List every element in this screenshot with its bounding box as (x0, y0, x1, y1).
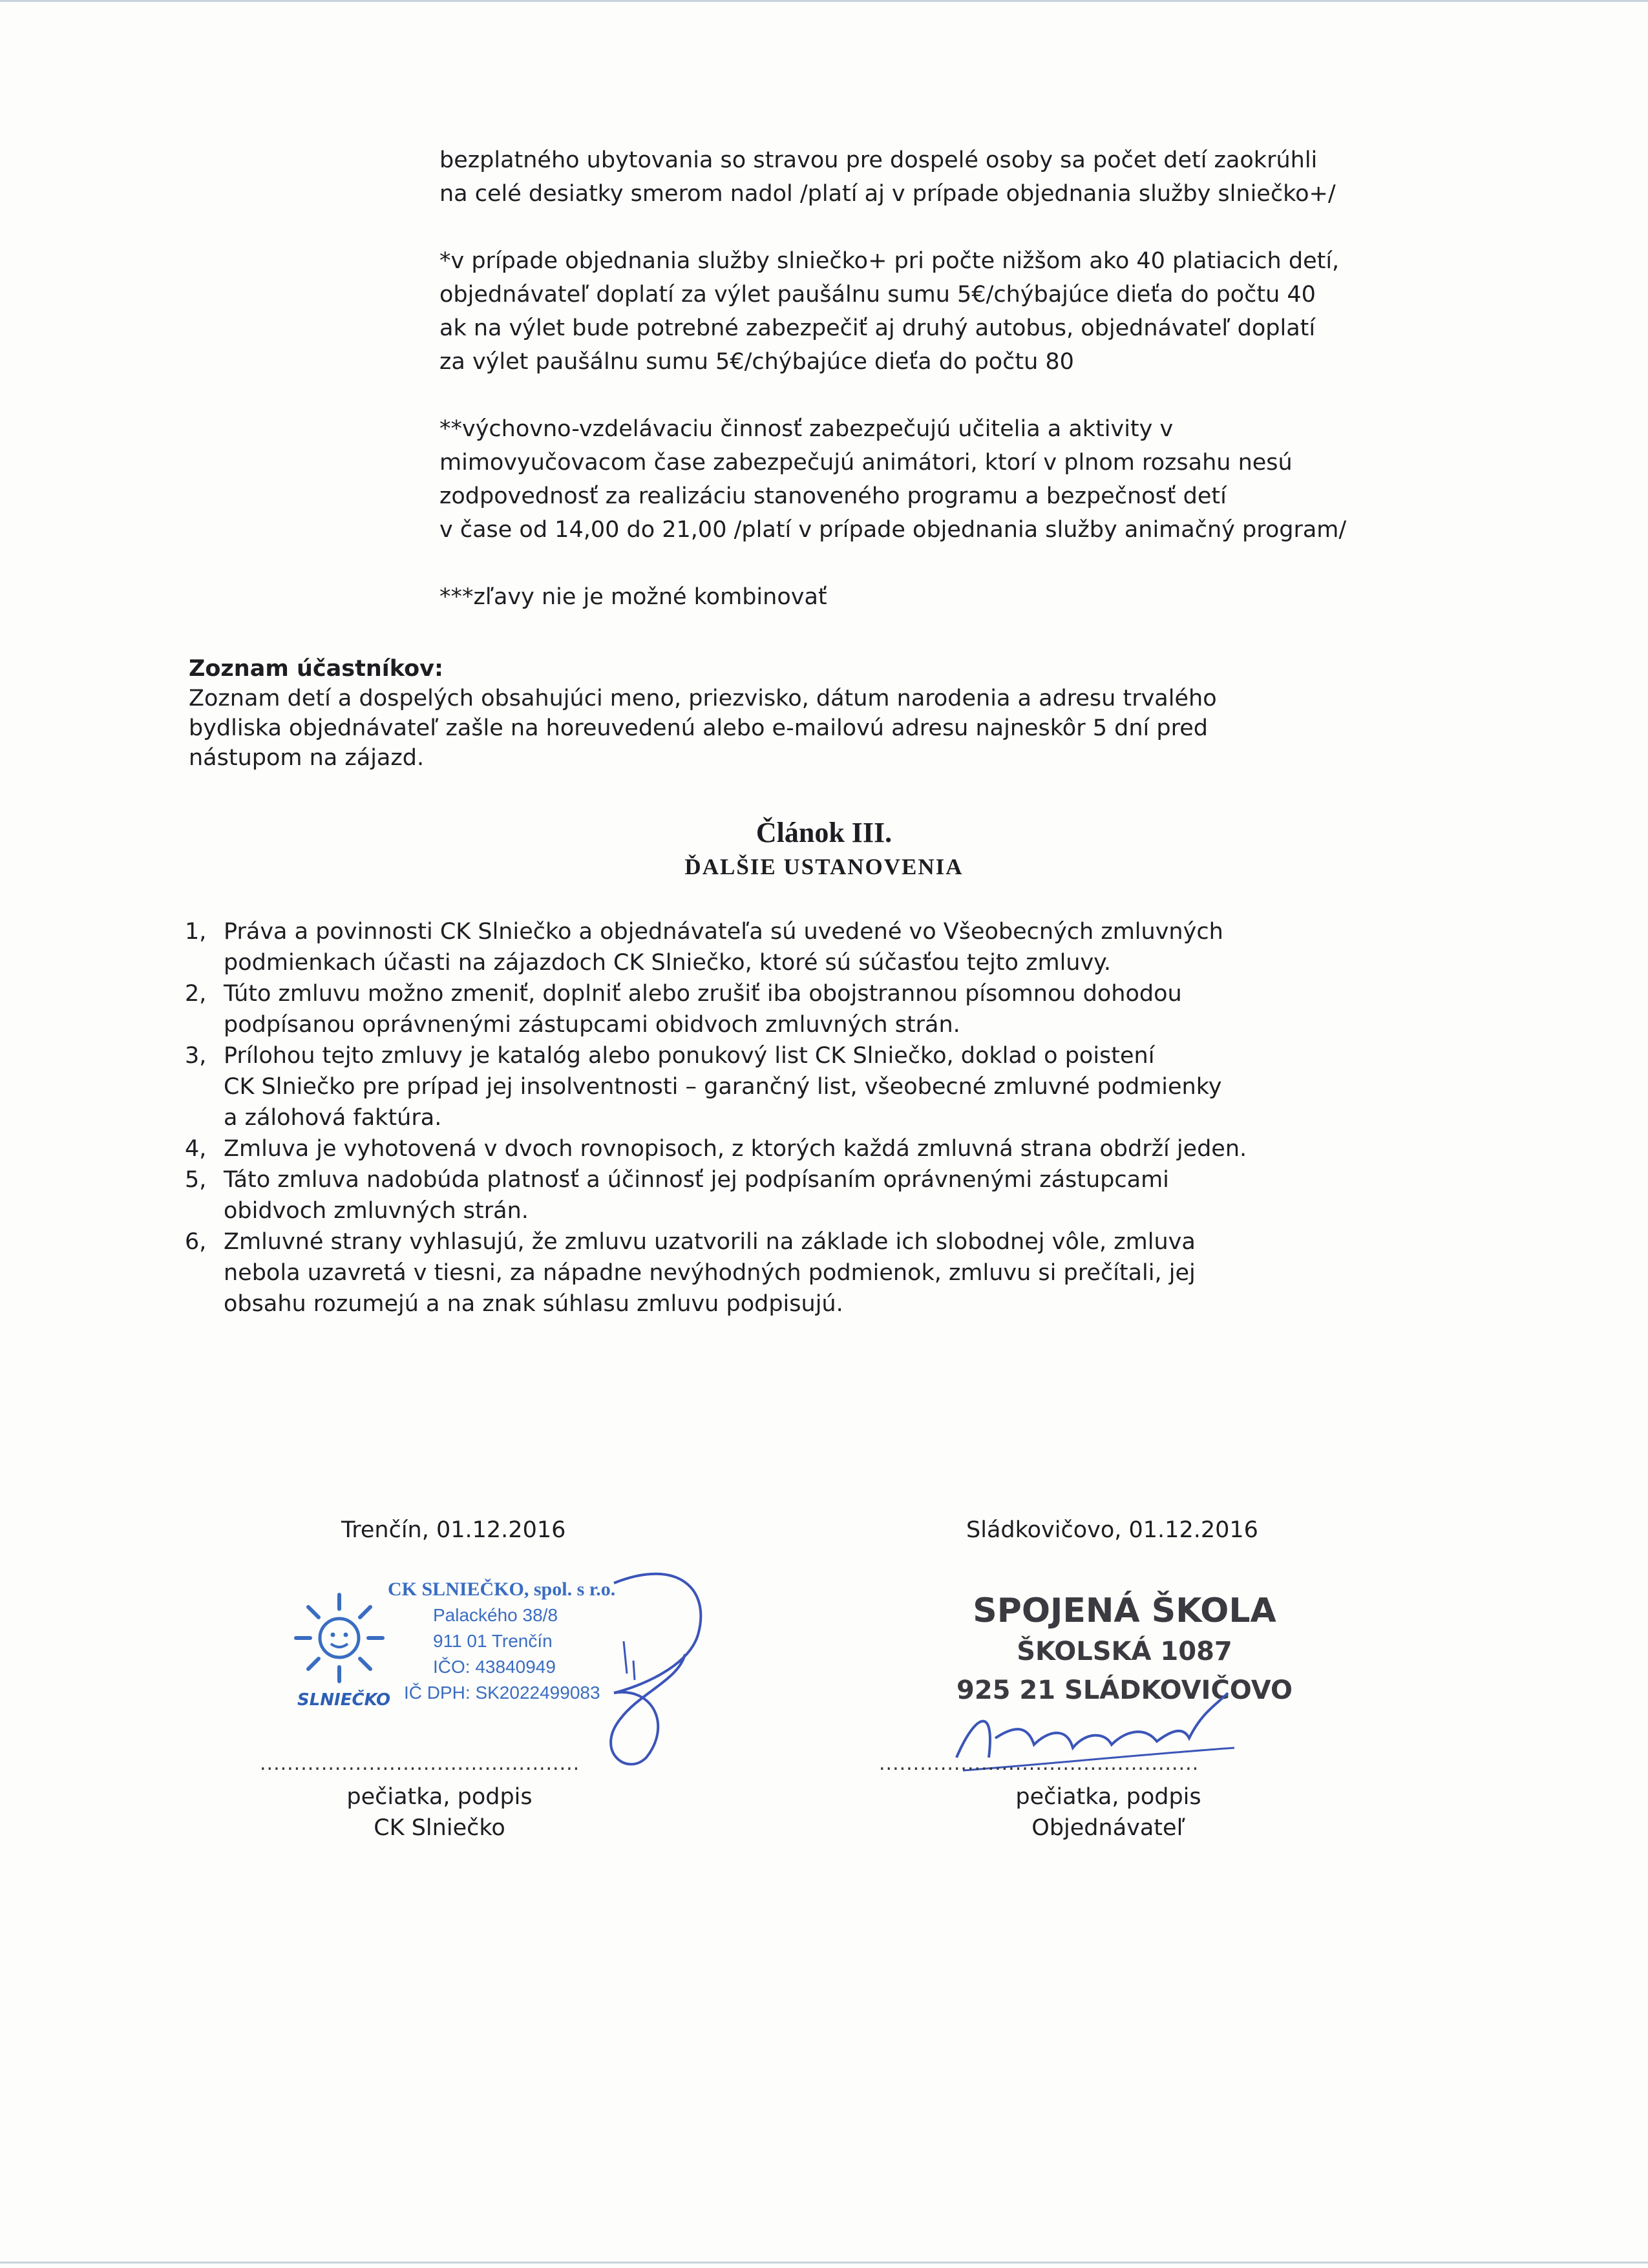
left-caption-line-2: CK Slniečko (374, 1815, 505, 1841)
stamp-line: 925 21 SLÁDKOVIČOVO (956, 1675, 1293, 1705)
provision-line: podmienkach účasti na zájazdoch CK Slniečko, ktoré sú súčasťou tejto zmluvy. (224, 950, 1112, 976)
participants-line: Zoznam detí a dospelých obsahujúci meno, priezvisko, dátum narodenia a adresu trvalého (189, 686, 1217, 711)
provision-line: Túto zmluvu možno zmeniť, doplniť alebo zrušiť iba obojstrannou písomnou dohodou (224, 981, 1182, 1007)
note-paragraph (439, 143, 1448, 211)
price-notes (439, 143, 1448, 614)
note-line: **výchovno-vzdelávaciu činnosť zabezpečujú učitelia a aktivity v (439, 416, 1174, 442)
provision-line: Zmluvné strany vyhlasujú, že zmluvu uzatvorili na základe ich slobodnej vôle, zmluva (224, 1229, 1196, 1255)
note-paragraph (439, 580, 1448, 614)
provision-text (224, 1040, 1477, 1133)
scan-top-edge (0, 0, 1648, 2)
note-line: ***zľavy nie je možné kombinovať (439, 584, 827, 610)
stamp-line: 911 01 Trenčín (433, 1631, 553, 1651)
provision-item (185, 978, 1477, 1040)
provision-text (224, 1226, 1477, 1319)
provision-item (185, 1133, 1477, 1164)
provision-line: Zmluva je vyhotovená v dvoch rovnopisoch, z ktorých každá zmluvná strana obdrží jeden. (224, 1136, 1247, 1162)
right-place-date: Sládkovičovo, 01.12.2016 (966, 1517, 1258, 1543)
provisions-list (185, 916, 1477, 1319)
provision-number: 1, (185, 919, 207, 945)
provision-item (185, 916, 1477, 978)
note-line: za výlet paušálnu sumu 5€/chýbajúce dieťa do počtu 80 (439, 349, 1074, 375)
provision-number: 5, (185, 1167, 207, 1193)
provision-line: Prílohou tejto zmluvy je katalóg alebo ponukový list CK Slniečko, doklad o poistení (224, 1043, 1155, 1069)
stamp-line: CK SLNIEČKO, spol. s r.o. (388, 1579, 616, 1600)
provision-line: nebola uzavretá v tiesni, za nápadne nevýhodných podmienok, zmluvu si prečítali, jej (224, 1260, 1196, 1286)
stamp-line: IČ DPH: SK2022499083 (404, 1683, 600, 1703)
provision-text (224, 916, 1477, 978)
participants-line: bydliska objednávateľ zašle na horeuvedenú alebo e-mailovú adresu najneskôr 5 dní pred (189, 715, 1208, 741)
provision-line: CK Slniečko pre prípad jej insolventnosti – garančný list, všeobecné zmluvné podmienky (224, 1074, 1222, 1100)
right-caption-line-2: Objednávateľ (1031, 1815, 1185, 1841)
right-caption-line-1: pečiatka, podpis (1015, 1784, 1201, 1810)
note-line: objednávateľ doplatí za výlet paušálnu sumu 5€/chýbajúce dieťa do počtu 40 (439, 282, 1316, 308)
provision-line: Práva a povinnosti CK Slniečko a objednávateľa sú uvedené vo Všeobecných zmluvných (224, 919, 1223, 945)
participants-heading: Zoznam účastníkov: (189, 656, 443, 682)
stamp-brand: SLNIEČKO (297, 1690, 391, 1710)
note-line: v čase od 14,00 do 21,00 /platí v prípade objednania služby animačný program/ (439, 517, 1347, 543)
note-line: bezplatného ubytovania so stravou pre dospelé osoby sa počet detí zaokrúhli (439, 147, 1318, 173)
participants-text (189, 684, 1417, 773)
note-line: zodpovednosť za realizáciu stanoveného programu a bezpečnosť detí (439, 483, 1227, 509)
note-line: na celé desiatky smerom nadol /platí aj v prípade objednania služby slniečko+/ (439, 181, 1336, 207)
provision-item (185, 1164, 1477, 1226)
note-paragraph (439, 412, 1448, 547)
article-title: Článok III. (755, 817, 893, 848)
left-signature-icon (569, 1564, 737, 1783)
provision-item (185, 1226, 1477, 1319)
provision-number: 6, (185, 1229, 207, 1255)
stamp-line: Palackého 38/8 (433, 1605, 558, 1625)
sun-logo-icon (291, 1590, 388, 1686)
article-subtitle: ĎALŠIE USTANOVENIA (684, 854, 964, 879)
stamp-line: ŠKOLSKÁ 1087 (1017, 1637, 1232, 1666)
provision-line: Táto zmluva nadobúda platnosť a účinnosť jej podpísaním oprávnenými zástupcami (224, 1167, 1169, 1193)
note-line: ak na výlet bude potrebné zabezpečiť aj druhý autobus, objednávateľ doplatí (439, 315, 1316, 341)
provision-item (185, 1040, 1477, 1133)
stamp-line: SPOJENÁ ŠKOLA (973, 1591, 1276, 1630)
left-caption (317, 1781, 562, 1843)
provision-number: 4, (185, 1136, 207, 1162)
provision-text (224, 1164, 1477, 1226)
note-line: *v prípade objednania služby slniečko+ pri počte nižšom ako 40 platiacich detí, (439, 248, 1340, 274)
provision-text (224, 1133, 1477, 1164)
participants-line: nástupom na zájazd. (189, 745, 425, 771)
provision-line: obidvoch zmluvných strán. (224, 1198, 529, 1224)
provision-line: obsahu rozumejú a na znak súhlasu zmluvu podpisujú. (224, 1291, 843, 1317)
right-caption (973, 1781, 1244, 1843)
left-signature-line: ............................................... (260, 1752, 580, 1775)
participants-section (189, 654, 1417, 773)
scan-bottom-edge (0, 2262, 1648, 2263)
provision-text (224, 978, 1477, 1040)
provision-number: 2, (185, 981, 207, 1007)
provision-line: podpísanou oprávnenými zástupcami obidvoch zmluvných strán. (224, 1012, 960, 1038)
stamp-line: IČO: 43840949 (433, 1657, 556, 1677)
right-signature-line: ............................................... (879, 1752, 1199, 1775)
note-paragraph (439, 244, 1448, 379)
left-place-date: Trenčín, 01.12.2016 (341, 1517, 566, 1543)
note-line: mimovyučovacom čase zabezpečujú animátori, ktorí v plnom rozsahu nesú (439, 450, 1293, 476)
provision-line: a zálohová faktúra. (224, 1105, 442, 1131)
left-caption-line-1: pečiatka, podpis (346, 1784, 533, 1810)
provision-number: 3, (185, 1043, 207, 1069)
